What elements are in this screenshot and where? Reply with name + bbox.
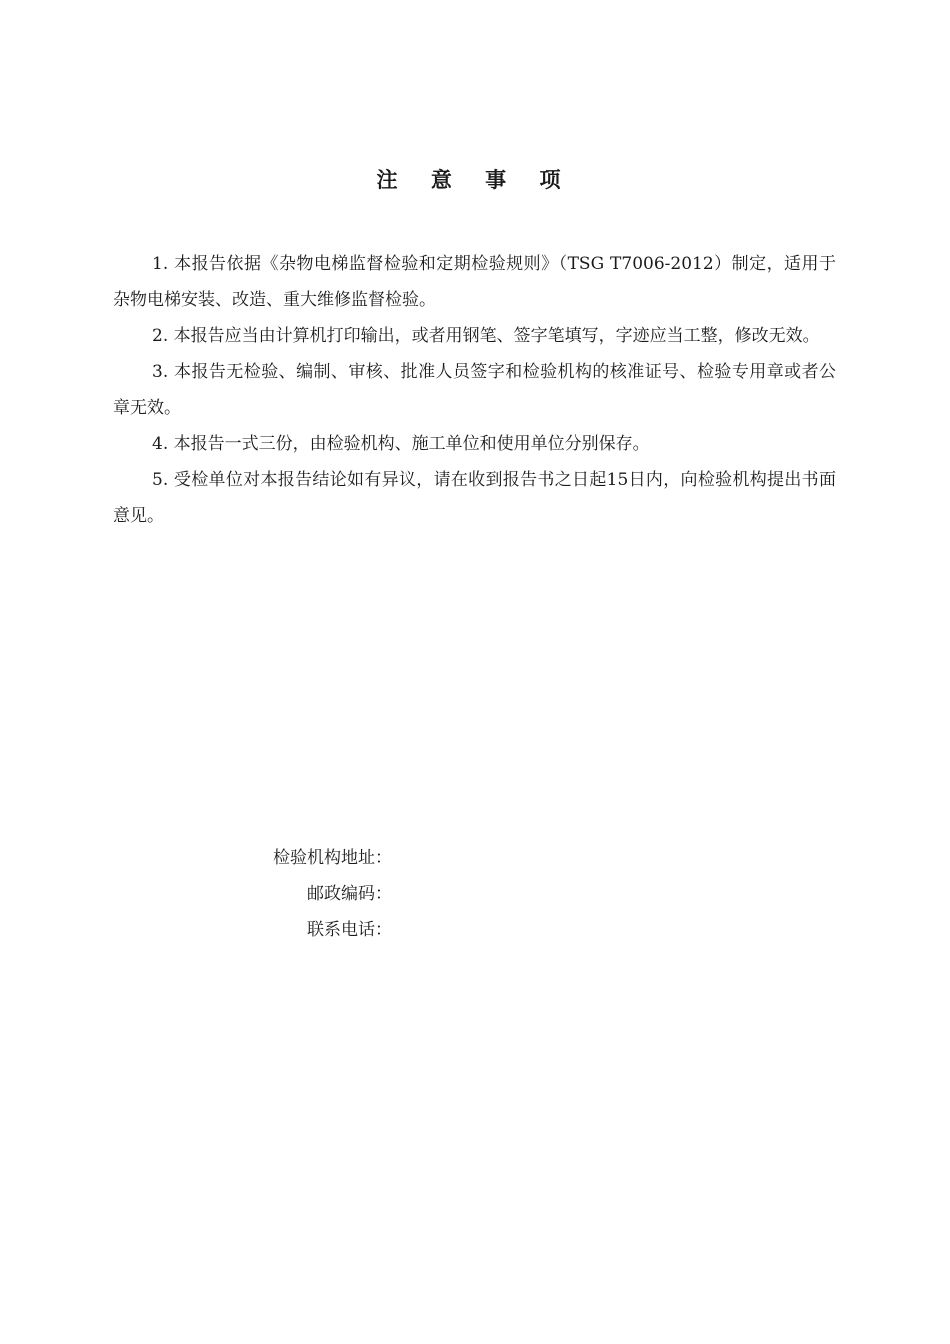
page-title: 注 意 事 项	[376, 168, 574, 192]
notice-item-3: 3. 本报告无检验、编制、审核、批准人员签字和检验机构的核准证号、检验专用章或者公章无效。	[113, 362, 836, 418]
notice-list	[113, 246, 836, 534]
notice-item-1: 1. 本报告依据《杂物电梯监督检验和定期检验规则》（TSG T7006-2012）制定，适用于杂物电梯安装、改造、重大维修监督检验。	[113, 254, 836, 310]
phone-label: 联系电话：	[307, 920, 392, 940]
notice-item-2: 2. 本报告应当由计算机打印输出，或者用钢笔、签字笔填写，字迹应当工整，修改无效。	[152, 326, 820, 346]
notice-item-5: 5. 受检单位对本报告结论如有异议，请在收到报告书之日起15日内，向检验机构提出书面意见。	[113, 470, 836, 526]
postcode-label: 邮政编码：	[307, 884, 392, 904]
address-label: 检验机构地址：	[273, 848, 392, 868]
contact-block	[230, 840, 550, 948]
notice-item-4: 4. 本报告一式三份，由检验机构、施工单位和使用单位分别保存。	[152, 434, 650, 454]
